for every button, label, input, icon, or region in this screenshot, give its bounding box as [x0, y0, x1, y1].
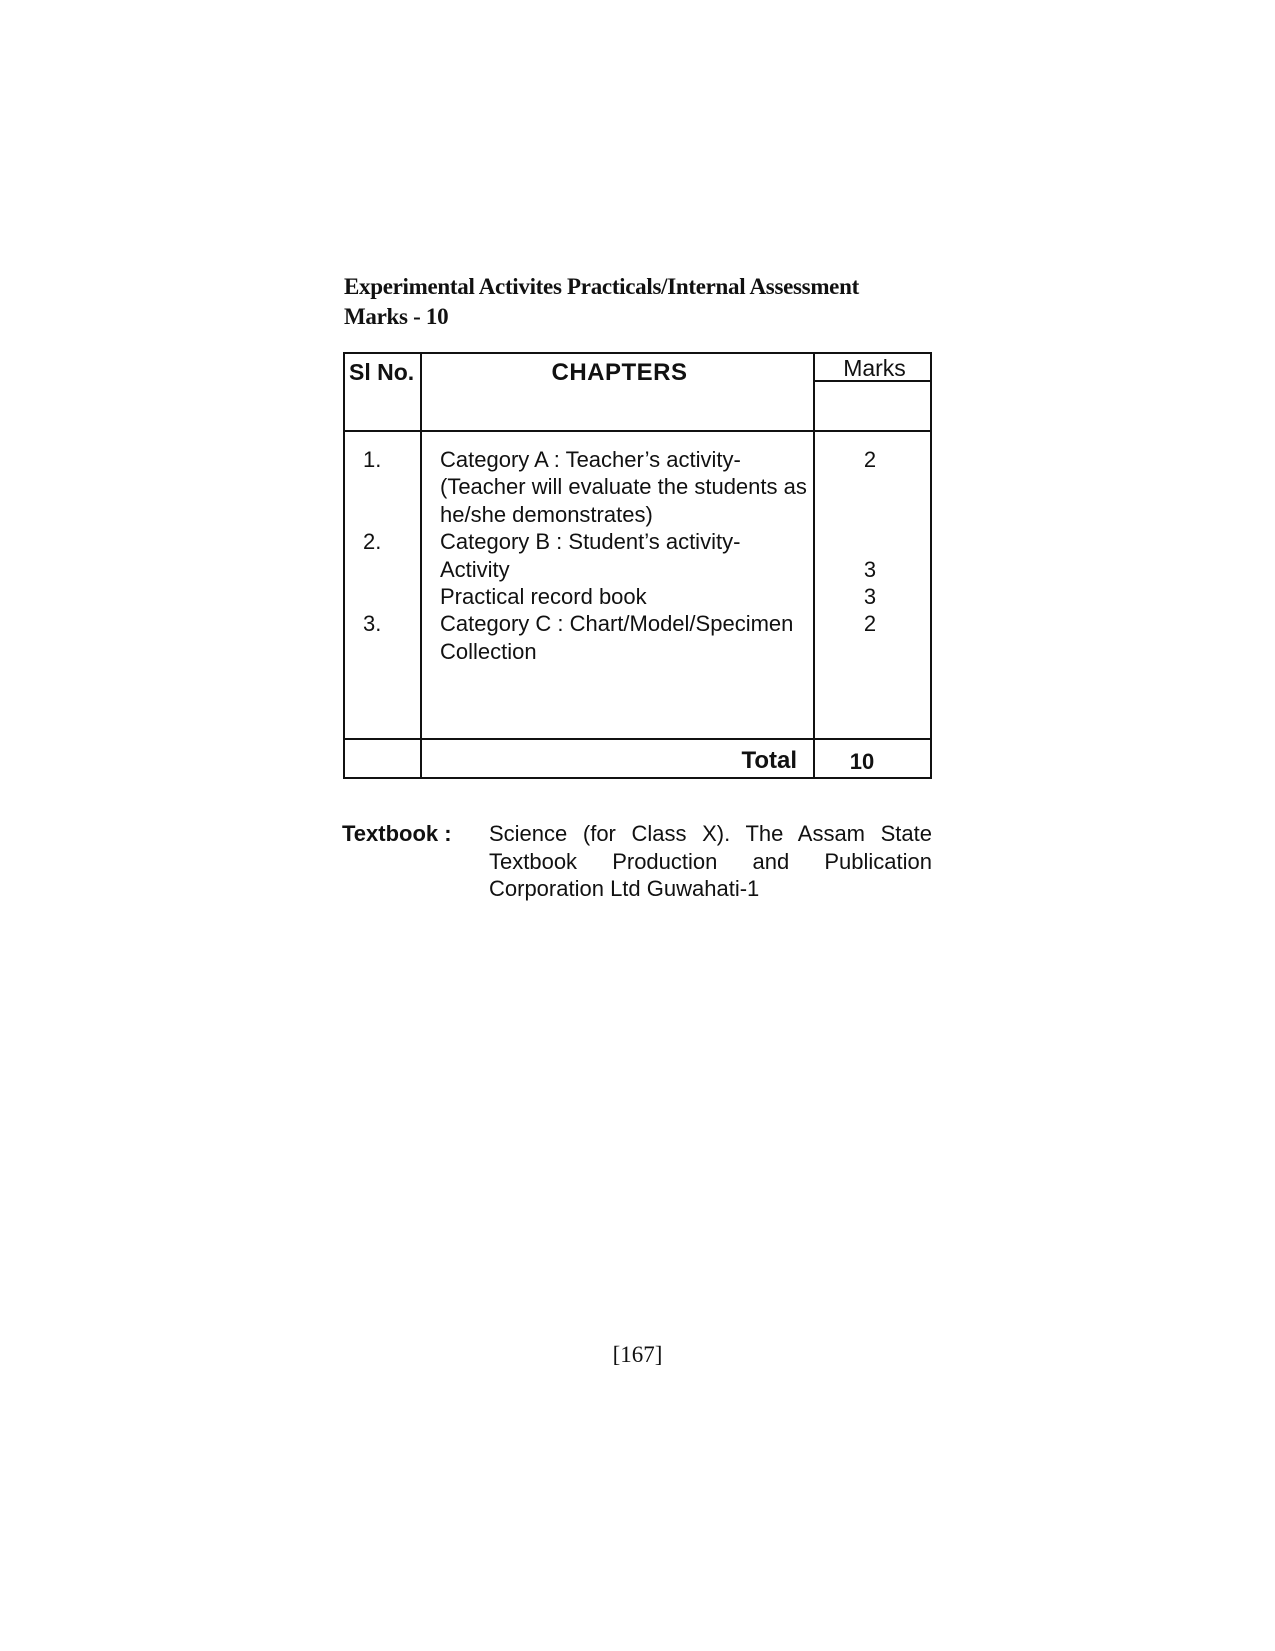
- sl-no-cell: 1.: [363, 447, 382, 472]
- marks-cell: [817, 501, 923, 528]
- sl-no-cell: [363, 638, 381, 665]
- sl-no-cell: [363, 501, 381, 528]
- textbook-line: Science (for Class X). The Assam State: [489, 821, 932, 846]
- chapter-line: Category C : Chart/Model/Specimen: [440, 611, 794, 637]
- chapter-line: Category A : Teacher’s activity-: [440, 447, 741, 472]
- textbook-reference: [489, 820, 932, 903]
- total-label: Total: [741, 747, 797, 774]
- sl-no-cell: [363, 556, 381, 583]
- textbook-line: Corporation Ltd Guwahati-1: [489, 876, 760, 901]
- table-divider: [345, 738, 930, 740]
- chapters-column: [440, 446, 807, 665]
- table-divider: [813, 354, 815, 777]
- marks-cell: 3: [863, 583, 877, 609]
- sl-no-cell: 3.: [363, 611, 382, 637]
- chapter-line: Collection: [440, 638, 537, 664]
- textbook-line: Textbook Production and Publication: [489, 848, 932, 874]
- chapter-line: Activity: [440, 556, 510, 582]
- page-number: [167]: [612, 1342, 663, 1367]
- page-heading: [344, 272, 859, 332]
- marks-column: [817, 446, 923, 665]
- chapter-line: he/she demonstrates): [440, 501, 653, 527]
- header-chapters: CHAPTERS: [551, 359, 688, 386]
- marks-cell: 3: [863, 556, 877, 582]
- table-divider: [420, 354, 422, 777]
- heading-line-2: Marks - 10: [344, 304, 449, 329]
- sl-no-cell: [363, 473, 381, 500]
- textbook-label: Textbook :: [342, 821, 452, 846]
- sl-no-cell: [363, 583, 381, 610]
- marks-cell: [817, 528, 923, 555]
- chapter-line: (Teacher will evaluate the students as: [440, 474, 807, 500]
- table-divider: [345, 430, 930, 432]
- assessment-table: [343, 352, 932, 779]
- marks-cell: 2: [863, 447, 877, 472]
- heading-line-1: Experimental Activites Practicals/Internal Assessment: [344, 274, 859, 299]
- sl-no-cell: 2.: [363, 529, 382, 555]
- marks-cell: [817, 638, 923, 665]
- header-sl-no: Sl No.: [349, 359, 415, 385]
- total-value: 10: [849, 749, 875, 774]
- chapter-line: Category B : Student’s activity-: [440, 529, 741, 555]
- header-marks: Marks: [843, 355, 906, 381]
- chapter-line: Practical record book: [440, 583, 647, 609]
- sl-no-column: [363, 446, 381, 665]
- marks-cell: [817, 473, 923, 500]
- marks-cell: 2: [863, 611, 877, 637]
